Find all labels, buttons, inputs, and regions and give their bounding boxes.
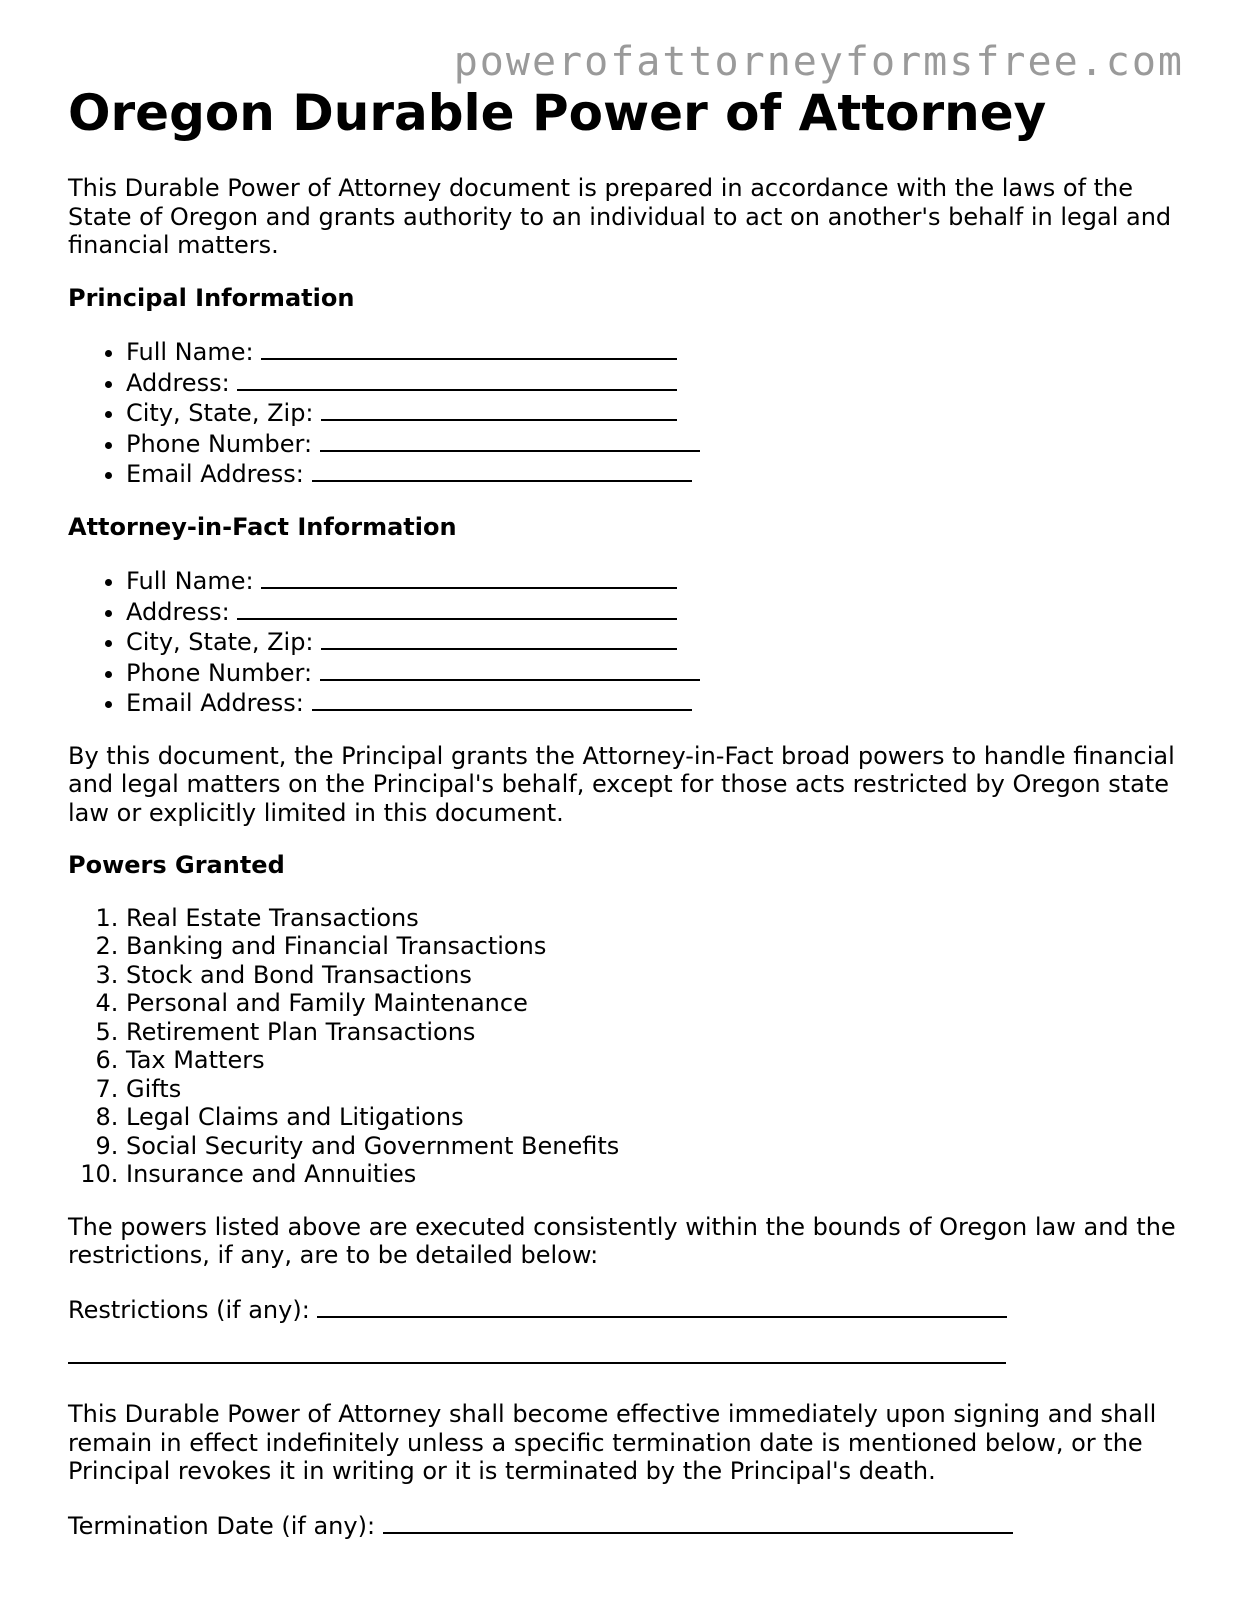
watermark: powerofattorneyformsfree.com <box>453 39 1184 85</box>
power-item: 9. Social Security and Government Benefits <box>126 1132 1178 1161</box>
field-label: Email Address: <box>126 460 304 488</box>
full-name-blank[interactable] <box>261 565 677 589</box>
power-item: 5. Retirement Plan Transactions <box>126 1018 1178 1047</box>
principal-address-field <box>126 367 1178 398</box>
powers-note-paragraph: The powers listed above are executed consistently within the bounds of Oregon law and the restrictions, if any, are to be detailed below: <box>68 1212 1176 1269</box>
power-item: 4. Personal and Family Maintenance <box>126 989 1178 1018</box>
powers-heading: Powers Granted <box>68 851 285 879</box>
powers-list <box>68 904 1178 1189</box>
full-name-blank[interactable] <box>261 336 677 360</box>
field-label: Address: <box>126 597 230 626</box>
phone-blank[interactable] <box>320 428 700 452</box>
power-item: 6. Tax Matters <box>126 1046 1178 1075</box>
principal-fields-list <box>68 336 1178 489</box>
address-blank[interactable] <box>237 596 677 620</box>
address-blank[interactable] <box>237 367 677 391</box>
power-item: 10. Insurance and Annuities <box>126 1160 1178 1189</box>
field-label: Phone Number: <box>126 429 313 458</box>
attorney-email-field <box>126 687 1178 718</box>
document-body <box>68 174 1178 1564</box>
attorney-address-field <box>126 596 1178 627</box>
document-title: Oregon Durable Power of Attorney <box>68 84 1047 142</box>
field-label: Email Address: <box>126 689 304 717</box>
effective-paragraph: This Durable Power of Attorney shall become effective immediately upon signing and shall remain in effect indefinitely unless a specific termination date is mentioned below, or the Principal revokes it in writing or it is terminated by the Principal's death. <box>68 1400 1157 1485</box>
power-item: 8. Legal Claims and Litigations <box>126 1103 1178 1132</box>
principal-heading: Principal Information <box>68 283 355 312</box>
phone-blank[interactable] <box>320 657 700 681</box>
attorney-fields-list <box>68 565 1178 718</box>
attorney-heading: Attorney-in-Fact Information <box>68 512 457 541</box>
power-item: 7. Gifts <box>126 1075 1178 1104</box>
power-item: 3. Stock and Bond Transactions <box>126 961 1178 990</box>
field-label: Phone Number: <box>126 658 313 687</box>
field-label: City, State, Zip: <box>126 628 314 656</box>
field-label: Full Name: <box>126 338 254 366</box>
attorney-full-name-field <box>126 565 1178 596</box>
field-label: Address: <box>126 368 230 397</box>
restrictions-field <box>68 1294 1178 1325</box>
termination-field <box>68 1510 1178 1541</box>
restrictions-blank[interactable] <box>317 1294 1007 1318</box>
power-item: 2. Banking and Financial Transactions <box>126 932 1178 961</box>
email-blank[interactable] <box>312 687 692 711</box>
restrictions-continuation-line[interactable] <box>68 1352 1006 1364</box>
city-state-zip-blank[interactable] <box>321 397 677 421</box>
restrictions-label: Restrictions (if any): <box>68 1295 310 1324</box>
principal-phone-field <box>126 428 1178 459</box>
email-blank[interactable] <box>312 458 692 482</box>
power-item: 1. Real Estate Transactions <box>126 904 1178 933</box>
principal-email-field <box>126 458 1178 489</box>
city-state-zip-blank[interactable] <box>321 626 677 650</box>
field-label: Full Name: <box>126 567 254 595</box>
attorney-phone-field <box>126 657 1178 688</box>
principal-full-name-field <box>126 336 1178 367</box>
intro-paragraph: This Durable Power of Attorney document is prepared in accordance with the laws of the State of Oregon and grants authority to an individual to act on another's behalf in legal and financial matters. <box>68 174 1172 259</box>
principal-city-field <box>126 397 1178 428</box>
termination-date-blank[interactable] <box>383 1510 1013 1534</box>
termination-label: Termination Date (if any): <box>68 1511 376 1540</box>
attorney-city-field <box>126 626 1178 657</box>
field-label: City, State, Zip: <box>126 399 314 427</box>
grant-paragraph: By this document, the Principal grants the Attorney-in-Fact broad powers to handle financial and legal matters on the Principal's behalf, except for those acts restricted by Oregon state law or explicitly limited in this document. <box>68 741 1175 827</box>
